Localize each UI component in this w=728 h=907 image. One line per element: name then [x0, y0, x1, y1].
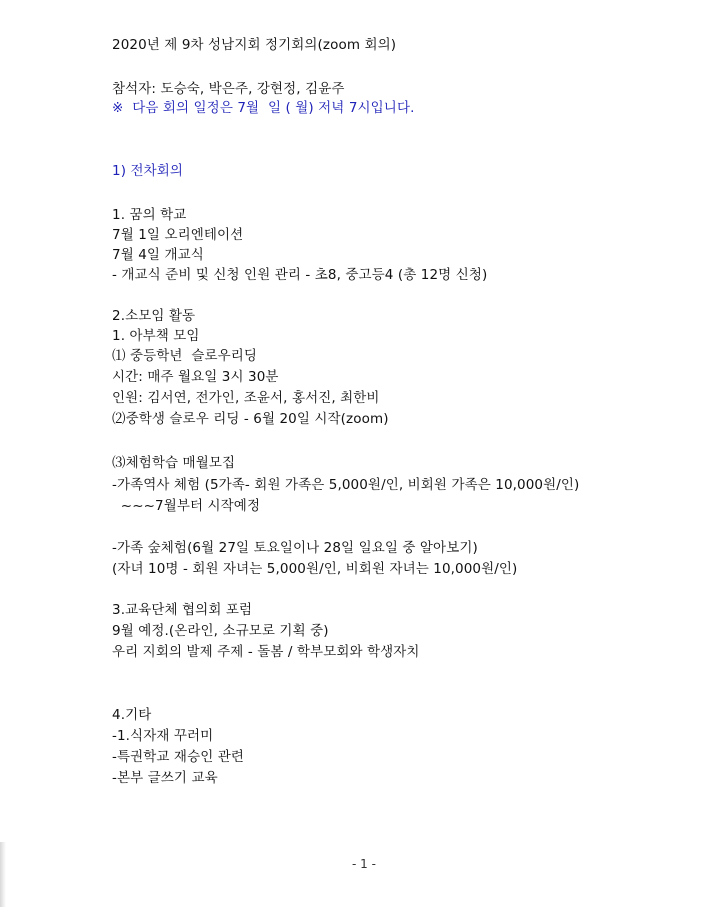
item-children-fee: (자녀 10명 - 회원 자녀는 5,000원/인, 비회원 자녀는 10,000원/인) [112, 561, 518, 577]
item-writing-education: -본부 글쓰기 교육 [112, 770, 218, 786]
item-start-july: ~~~7월부터 시작예정 [112, 498, 261, 514]
item-presentation-topic: 우리 지회의 발제 주제 - 돌봄 / 학부모회와 학생자치 [112, 644, 420, 660]
item-members: 인원: 김서연, 전가인, 조윤서, 홍서진, 최한비 [112, 390, 380, 406]
item-other: 4.기타 [112, 707, 152, 723]
item-september-plan: 9월 예정.(온라인, 소규모로 기획 중) [112, 623, 329, 639]
item-food-package: -1.식자재 꾸러미 [112, 728, 214, 744]
item-opening-ceremony: 7월 4일 개교식 [112, 247, 204, 263]
item-school-reapproval: -특권학교 재승인 관련 [112, 749, 245, 765]
item-book-club: 1. 아부책 모임 [112, 328, 200, 344]
item-forest-experience: -가족 숲체험(6월 27일 토요일이나 28일 일요일 중 알아보기) [112, 540, 478, 556]
left-edge-shadow [0, 842, 6, 907]
item-time: 시간: 매주 월요일 3시 30분 [112, 369, 279, 385]
item-family-history: -가족역사 체험 (5가족- 회원 가족은 5,000원/인, 비회원 가족은 10,000원/인) [112, 477, 580, 493]
item-slow-reading: ⑴ 중등학년 슬로우리딩 [112, 348, 258, 364]
item-ceremony-details: - 개교식 준비 및 신청 인원 관리 - 초8, 중고등4 (총 12명 신청) [112, 267, 488, 283]
item-small-group: 2.소모임 활동 [112, 308, 196, 324]
document-title: 2020년 제 9차 성남지회 정기회의(zoom 회의) [112, 37, 397, 53]
item-field-trip: ⑶체험학습 매월모집 [112, 455, 236, 471]
item-dream-school: 1. 꿈의 학교 [112, 207, 187, 223]
attendees-line: 참석자: 도승숙, 박은주, 강현정, 김윤주 [112, 81, 345, 97]
item-orientation: 7월 1일 오리엔테이션 [112, 227, 244, 243]
item-middle-school-reading: ⑵중학생 슬로우 리딩 - 6월 20일 시작(zoom) [112, 411, 389, 427]
next-meeting-notice: ※ 다음 회의 일정은 7월 일 ( 월) 저녁 7시입니다. [112, 100, 415, 116]
section-heading: 1) 전차회의 [112, 163, 184, 179]
item-education-forum: 3.교육단체 협의회 포럼 [112, 602, 253, 618]
page-number: - 1 - [352, 857, 376, 871]
